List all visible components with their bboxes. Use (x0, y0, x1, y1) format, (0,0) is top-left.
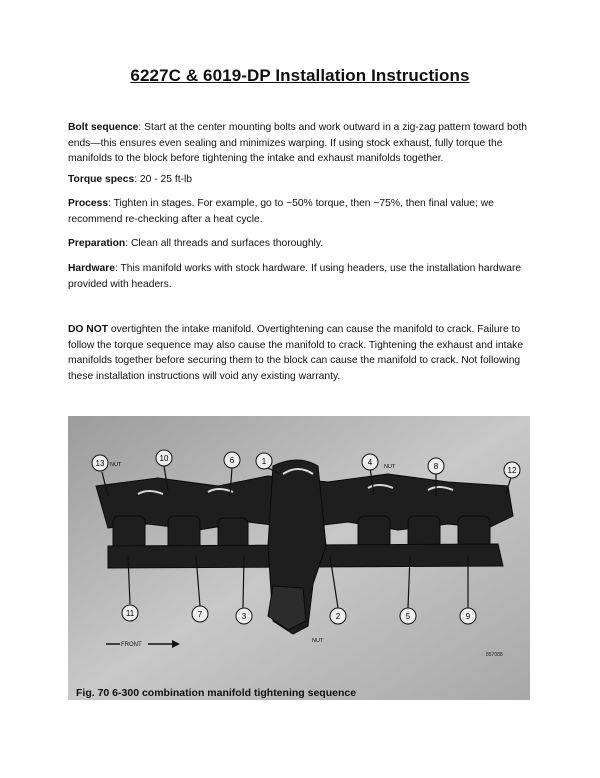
preparation-paragraph (68, 236, 538, 252)
bolt-marker-2 (330, 608, 346, 624)
bolt-marker-1 (256, 453, 272, 469)
bolt-sequence-label: Bolt sequence (68, 122, 139, 133)
warning-text: overtighten the intake manifold. Overtightening can cause the manifold to crack. Failure to follow the torque sequence may also cause the manifold to crack. Tightening the exhaust and intake manifolds together before securing them to the block can cause the manifold to crack. Not following these installation instructions will void any existing warranty. (68, 324, 524, 382)
bolt-number-9: 9 (465, 612, 471, 621)
bolt-number-1: 1 (261, 457, 267, 466)
bolt-marker-5 (400, 608, 416, 624)
bolt-number-13: 13 (95, 459, 105, 468)
process-text: : Tighten in stages. For example, go to ~50% torque, then ~75%, then final value; we recommend re-checking after a heat cycle. (68, 198, 494, 225)
bolt-marker-11 (122, 605, 138, 621)
torque-specs-label: Torque specs (68, 174, 135, 185)
hardware-paragraph (68, 261, 538, 292)
front-label: FRONT (121, 642, 142, 648)
bolt-marker-12 (504, 462, 520, 478)
bolt-marker-9 (460, 608, 476, 624)
bolt-sequence-paragraph (68, 120, 538, 167)
bolt-number-11: 11 (125, 609, 135, 618)
bolt-number-12: 12 (507, 466, 517, 475)
bolt-number-8: 8 (433, 462, 439, 471)
bolt-marker-10 (156, 450, 172, 466)
bolt-marker-8 (428, 458, 444, 474)
bolt-marker-3 (236, 608, 252, 624)
manifold-figure (68, 416, 530, 700)
hardware-label: Hardware (68, 263, 115, 274)
nut-label-bottom: NUT (312, 638, 324, 644)
bolt-marker-4 (362, 454, 378, 470)
hardware-text: : This manifold works with stock hardware. If using headers, use the installation hardware provided with headers. (68, 263, 522, 290)
manifold-diagram (68, 416, 530, 700)
nut-label-left: NUT (110, 462, 122, 468)
bolt-number-10: 10 (159, 454, 169, 463)
nut-label-right: NUT (384, 464, 396, 470)
warning-paragraph (68, 322, 538, 384)
process-paragraph (68, 196, 538, 227)
bolt-marker-13 (92, 455, 108, 471)
preparation-text: : Clean all threads and surfaces thoroughly. (125, 238, 324, 249)
warning-label: DO NOT (68, 324, 109, 335)
torque-specs-text: : 20 - 25 ft-lb (134, 174, 192, 185)
bolt-number-3: 3 (241, 612, 247, 621)
figure-ref-code: 857088 (486, 652, 503, 658)
page-title: 6227C & 6019-DP Installation Instructions (130, 66, 470, 85)
preparation-label: Preparation (68, 238, 126, 249)
bolt-sequence-text: : Start at the center mounting bolts and work outward in a zig-zag pattern toward both ends—this ensures even sealing and minimizes warping. If using stock exhaust, fully torque the manifolds to the block before tightening the intake and exhaust manifolds together. (68, 122, 528, 164)
torque-specs-paragraph (68, 172, 538, 188)
bolt-marker-7 (192, 606, 208, 622)
bolt-number-4: 4 (367, 458, 373, 467)
bolt-number-6: 6 (229, 456, 235, 465)
bolt-marker-6 (224, 452, 240, 468)
bolt-number-7: 7 (197, 610, 203, 619)
process-label: Process (68, 198, 109, 209)
bolt-number-5: 5 (405, 612, 411, 621)
figure-caption: Fig. 70 6-300 combination manifold tightening sequence (76, 687, 357, 699)
bolt-number-2: 2 (335, 612, 341, 621)
